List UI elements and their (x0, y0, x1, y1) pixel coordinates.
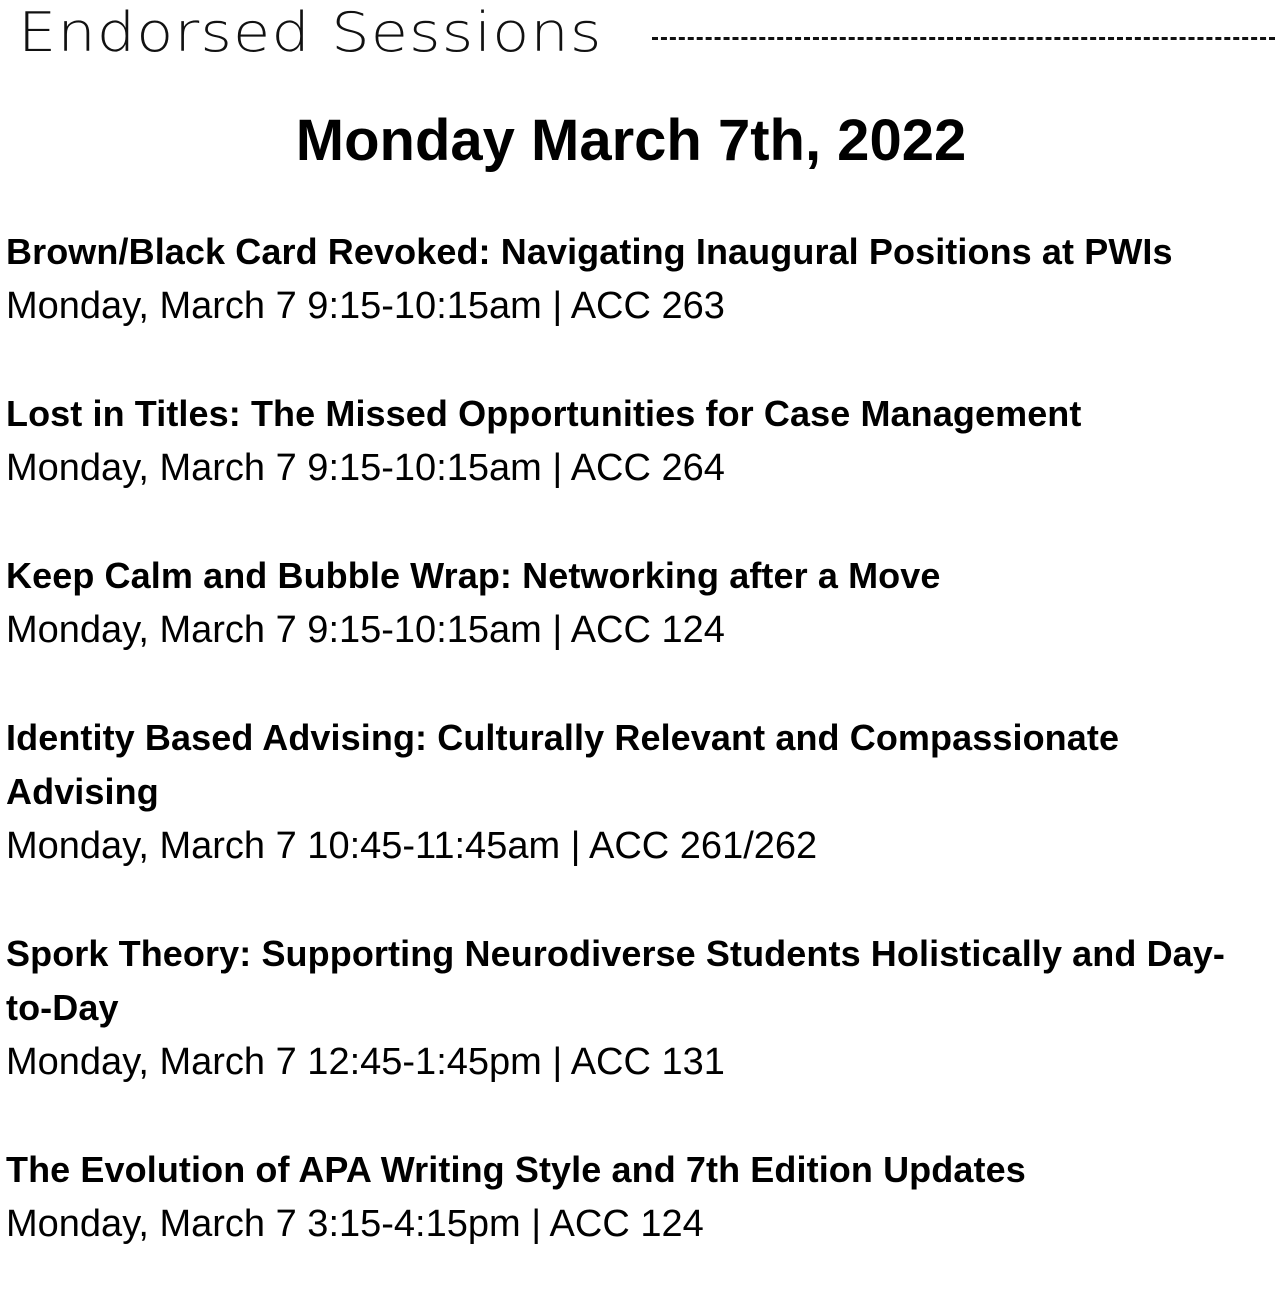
session-title: Identity Based Advising: Culturally Relevant and Compassionate Advising (6, 717, 1120, 812)
session-title: Spork Theory: Supporting Neurodiverse Students Holistically and Day-to-Day (6, 933, 1226, 1028)
session-item (6, 927, 1271, 1089)
session-item (6, 549, 1271, 657)
session-list (6, 225, 1271, 1305)
date-heading: Monday March 7th, 2022 (295, 108, 967, 173)
session-title: Lost in Titles: The Missed Opportunities for Case Management (6, 393, 1082, 434)
session-time-location: Monday, March 7 3:15-4:15pm | ACC 124 (6, 1203, 704, 1245)
session-item (6, 711, 1271, 873)
session-time-location: Monday, March 7 9:15-10:15am | ACC 124 (6, 609, 725, 651)
session-title: Brown/Black Card Revoked: Navigating Inaugural Positions at PWIs (6, 231, 1173, 272)
session-time-location: Monday, March 7 9:15-10:15am | ACC 263 (6, 285, 725, 327)
session-title: The Evolution of APA Writing Style and 7th Edition Updates (6, 1149, 1026, 1190)
session-time-location: Monday, March 7 10:45-11:45am | ACC 261/262 (6, 825, 818, 867)
session-title: Keep Calm and Bubble Wrap: Networking after a Move (6, 555, 941, 596)
page-header (18, 0, 1248, 70)
header-divider (652, 37, 1275, 40)
session-item (6, 387, 1271, 495)
session-item (6, 225, 1271, 333)
session-time-location: Monday, March 7 12:45-1:45pm | ACC 131 (6, 1041, 725, 1083)
session-time-location: Monday, March 7 9:15-10:15am | ACC 264 (6, 447, 725, 489)
page-title: Endorsed Sessions (18, 1, 603, 64)
session-item (6, 1143, 1271, 1251)
